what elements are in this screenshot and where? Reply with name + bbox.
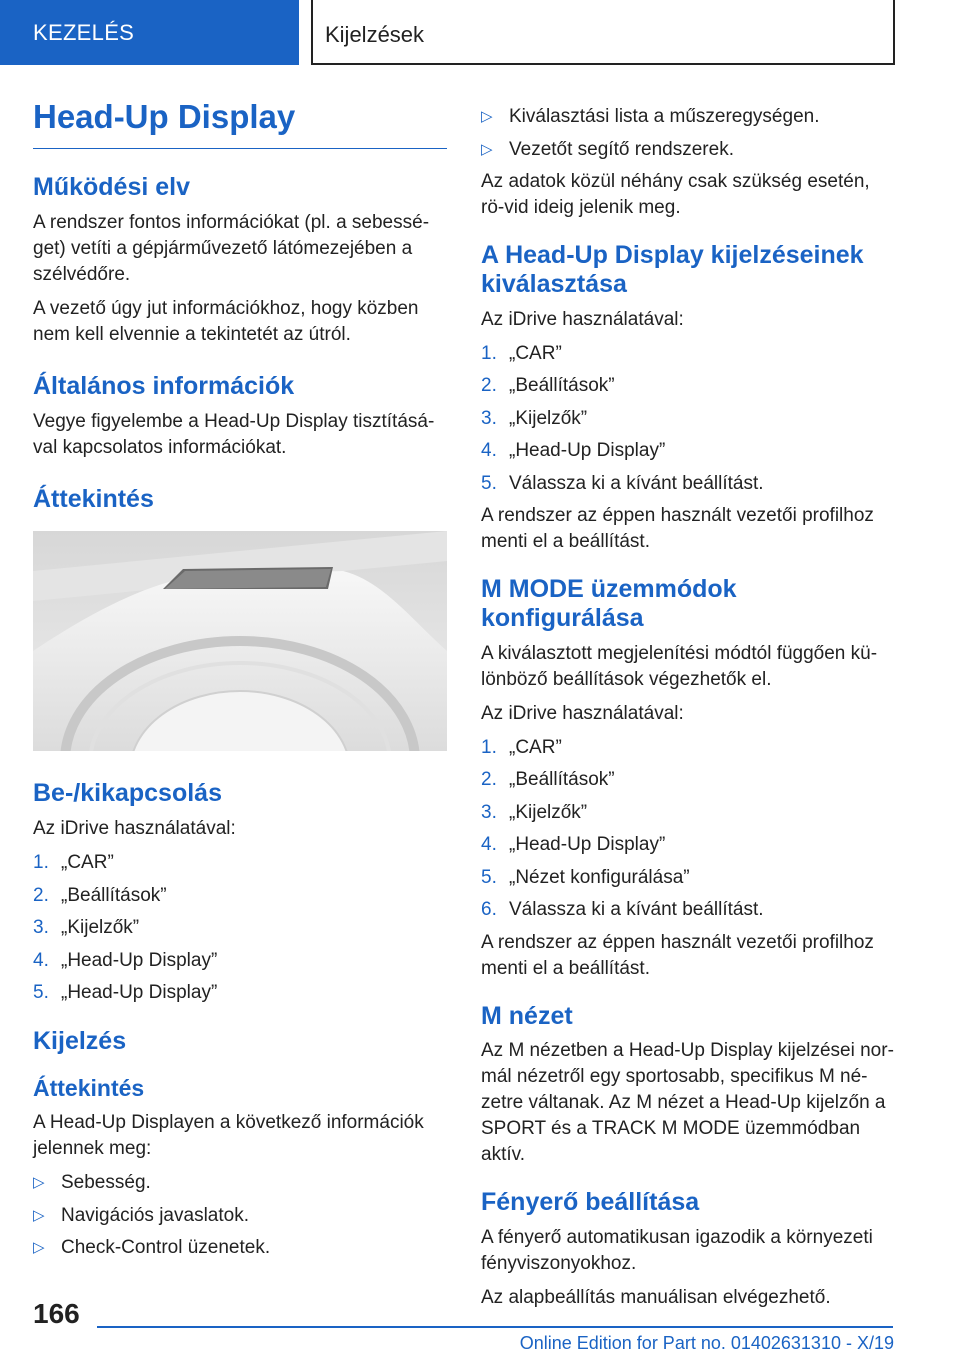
paragraph: Az iDrive használatával: bbox=[33, 818, 236, 839]
page-number: 166 bbox=[33, 1298, 80, 1329]
triangle-bullet-icon: ▷ bbox=[33, 1239, 45, 1257]
steps-list bbox=[33, 850, 447, 1006]
triangle-bullet-icon: ▷ bbox=[33, 1206, 45, 1224]
edition-footer: Online Edition for Part no. 01402631310 - X/19 bbox=[519, 1333, 894, 1353]
list-item: 5. Válassza ki a kívánt beállítást. bbox=[481, 472, 764, 494]
list-item: 4. „Head-Up Display” bbox=[481, 440, 666, 461]
footer-divider bbox=[97, 1326, 893, 1328]
list-item: ▷ Navigációs javaslatok. bbox=[33, 1203, 447, 1229]
paragraph: Az alapbeállítás manuálisan elvégezhető. bbox=[481, 1287, 831, 1308]
heading-kijelzes: Kijelzés bbox=[33, 1026, 127, 1055]
bullet-list bbox=[481, 104, 895, 163]
list-item: 3. „Kijelzők” bbox=[481, 801, 588, 823]
heading-altalanos-informaciok: Általános információk bbox=[33, 371, 295, 400]
paragraph: A fényerő automatikusan igazodik a környezeti fényviszonyokhoz. bbox=[481, 1227, 873, 1274]
list-item: 6. Válassza ki a kívánt beállítást. bbox=[481, 899, 764, 920]
header-divider-right bbox=[893, 0, 895, 65]
header-divider bbox=[311, 0, 313, 65]
list-item: 5. „Head-Up Display” bbox=[33, 982, 218, 1003]
header-underline bbox=[311, 63, 895, 65]
list-item: 1. „CAR” bbox=[481, 736, 562, 758]
list-item: ▷ Kiválasztási lista a műszeregységen. bbox=[481, 104, 895, 130]
heading-attekintes: Áttekintés bbox=[33, 484, 154, 513]
list-item: ▷ Vezetőt segítő rendszerek. bbox=[481, 137, 895, 163]
paragraph: A rendszer fontos információkat (pl. a sebessé-get) vetíti a gépjárművezető látómezejében a szélvédőre. bbox=[33, 211, 430, 285]
list-item: 1. „CAR” bbox=[33, 852, 114, 873]
paragraph: A rendszer az éppen használt vezetői profilhoz menti el a beállítást. bbox=[481, 931, 874, 979]
list-item: ▷ Check-Control üzenetek. bbox=[33, 1235, 447, 1261]
paragraph: A kiválasztott megjelenítési módtól függően kü-lönböző beállítások végezhetők el. bbox=[481, 642, 878, 690]
paragraph: A Head-Up Displayen a következő információk jelennek meg: bbox=[33, 1112, 424, 1160]
list-item: 1. „CAR” bbox=[481, 342, 562, 364]
list-item: 3. „Kijelzők” bbox=[481, 407, 588, 429]
left-column bbox=[33, 98, 447, 1268]
triangle-bullet-icon: ▷ bbox=[481, 108, 493, 125]
section-title: Kijelzések bbox=[325, 22, 425, 47]
heading-fenyero-beallitasa: Fényerő beállítása bbox=[481, 1188, 700, 1217]
heading-m-nezet: M nézet bbox=[481, 1001, 573, 1030]
head-up-display-photo bbox=[33, 531, 447, 751]
list-item: 2. „Beállítások” bbox=[33, 884, 167, 906]
paragraph: Az iDrive használatával: bbox=[481, 702, 684, 724]
paragraph: Az iDrive használatával: bbox=[481, 308, 684, 330]
paragraph: Az adatok közül néhány csak szükség esetén, rö-vid ideig jelenik meg. bbox=[481, 171, 870, 218]
paragraph: A vezető úgy jut információkhoz, hogy közben nem kell elvennie a tekintetét az útról. bbox=[33, 297, 419, 345]
list-item: 4. „Head-Up Display” bbox=[33, 949, 218, 971]
steps-list bbox=[481, 341, 895, 497]
heading-kijelzesek-kivalasztasa: A Head-Up Display kijelzéseinek kiválasztása bbox=[481, 241, 864, 298]
heading-attekintes-sub: Áttekintés bbox=[33, 1075, 145, 1102]
heading-mukodesi-elv: Működési elv bbox=[33, 173, 190, 201]
list-item: 2. „Beállítások” bbox=[481, 375, 615, 396]
heading-m-mode-konfiguralasa: M MODE üzemmódok konfigurálása bbox=[481, 575, 737, 632]
paragraph: Vegye figyelembe a Head-Up Display tisztításá-val kapcsolatos információkat. bbox=[33, 410, 435, 458]
paragraph: Az M nézetben a Head-Up Display kijelzései nor-mál nézetről egy sportosabb, specifikus M né-zetre váltanak. Az M nézet a Head-Up kijelzőn a SPORT és a TRACK M MODE üzemmódban aktív. bbox=[481, 1040, 894, 1166]
paragraph: A rendszer az éppen használt vezetői profilhoz menti el a beállítást. bbox=[481, 505, 874, 552]
triangle-bullet-icon: ▷ bbox=[33, 1174, 45, 1192]
right-column bbox=[481, 104, 895, 1319]
bullet-list bbox=[33, 1170, 447, 1261]
list-item: 3. „Kijelzők” bbox=[33, 917, 140, 938]
list-item: ▷ Sebesség. bbox=[33, 1170, 447, 1196]
page-title: Head-Up Display bbox=[33, 98, 447, 149]
list-item: 5. „Nézet konfigurálása” bbox=[481, 866, 690, 888]
chapter-tab: KEZELÉS bbox=[0, 0, 299, 65]
heading-be-kikapcsolas: Be-/kikapcsolás bbox=[33, 779, 222, 808]
list-item: 4. „Head-Up Display” bbox=[481, 834, 666, 855]
triangle-bullet-icon: ▷ bbox=[481, 140, 493, 158]
list-item: 2. „Beállítások” bbox=[481, 769, 615, 790]
steps-list bbox=[481, 735, 895, 924]
